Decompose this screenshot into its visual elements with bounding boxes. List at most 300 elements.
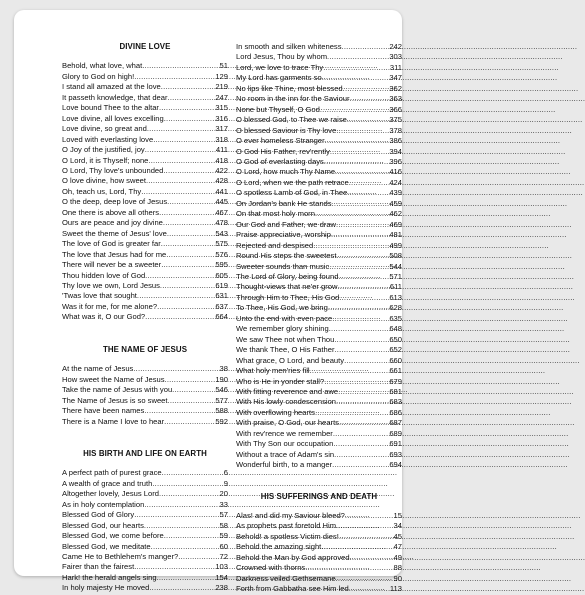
entry-page-number: 652 xyxy=(389,345,402,355)
dot-leader xyxy=(320,105,389,115)
entry-page-number: 628 xyxy=(389,303,402,313)
index-entry xyxy=(62,562,228,572)
entry-title: Sweeter sounds than music xyxy=(236,261,330,271)
dot-leader xyxy=(315,209,389,219)
dot-leader xyxy=(145,271,215,281)
dot-leader xyxy=(333,439,389,449)
entry-title: Glory to God on high! xyxy=(62,71,135,81)
index-entry xyxy=(62,521,228,531)
index-entry xyxy=(62,187,228,197)
entry-page-number: 577 xyxy=(215,395,228,405)
dot-leader xyxy=(153,135,215,145)
entry-page-number: 57 xyxy=(219,510,228,520)
entry-page-number: 59 xyxy=(219,531,228,541)
entry-title: O spotless Lamb of God, in Thee xyxy=(236,188,348,198)
index-entry xyxy=(62,552,228,562)
entry-title: How sweet the Name of Jesus xyxy=(62,374,165,384)
entry-title: With rev'rence we remember xyxy=(236,428,333,438)
entry-list xyxy=(62,61,228,322)
index-entry xyxy=(62,114,228,124)
entry-page-number: 315 xyxy=(215,103,228,113)
entry-page-number: 683 xyxy=(389,397,402,407)
entry-title: In smooth and silken whiteness xyxy=(236,42,342,51)
entry-page-number: 595 xyxy=(215,260,228,270)
index-entry xyxy=(236,52,402,62)
index-entry xyxy=(236,157,402,167)
dot-leader xyxy=(350,553,394,563)
entry-page-number: 687 xyxy=(389,418,402,428)
dot-leader xyxy=(149,583,215,593)
entry-title: Without a trace of Adam's sin xyxy=(236,449,335,459)
section-divine-love xyxy=(62,42,228,323)
entry-page-number: 6 xyxy=(223,468,228,478)
entry-page-number: 481 xyxy=(389,230,402,240)
index-entry xyxy=(62,239,228,249)
entry-page-number: 611 xyxy=(389,282,402,292)
entry-page-number: 366 xyxy=(389,104,402,114)
entry-page-number: 681 xyxy=(389,386,402,396)
entry-title: With His lowly condescension xyxy=(236,397,337,407)
index-entry xyxy=(62,208,228,218)
dot-leader xyxy=(328,303,389,313)
index-entry xyxy=(236,94,402,104)
entry-page-number: 219 xyxy=(215,82,228,92)
dot-leader xyxy=(338,387,389,397)
entry-page-number: 693 xyxy=(389,449,402,459)
dot-leader xyxy=(345,511,394,521)
entry-title: Behold the Man by God approved xyxy=(236,552,350,562)
entry-title: Fairer than the fairest xyxy=(62,562,135,572)
entry-title: With Thy Son our occupation xyxy=(236,439,334,449)
dot-leader xyxy=(330,147,389,157)
entry-title: Alas! and did my Saviour bleed? xyxy=(236,511,345,521)
entry-title: With fitting reverence and awe xyxy=(236,386,339,396)
index-entry xyxy=(62,417,228,427)
entry-title: Behold! a spotless Victim dies! xyxy=(236,531,339,541)
entry-page-number: 311 xyxy=(389,62,402,72)
dot-leader xyxy=(163,166,215,176)
dot-leader xyxy=(162,468,224,478)
entry-title: O love divine, how sweet xyxy=(62,176,146,186)
dot-leader xyxy=(157,302,215,312)
entry-page-number: 428 xyxy=(215,176,228,186)
index-entry xyxy=(236,272,402,282)
entry-page-number: 459 xyxy=(389,198,402,208)
entry-page-number: 15 xyxy=(393,511,402,521)
index-entry xyxy=(62,291,228,301)
index-entry xyxy=(236,584,402,594)
entry-page-number: 154 xyxy=(215,572,228,582)
entry-page-number: 242 xyxy=(389,42,402,51)
entry-page-number: 467 xyxy=(215,207,228,217)
entry-title: O Lord, when we the path retrace xyxy=(236,177,349,187)
dot-leader xyxy=(336,397,389,407)
entry-title: We saw Thee not when Thou xyxy=(236,334,335,344)
entry-title: Blessed God, our hearts xyxy=(62,520,144,530)
index-entry xyxy=(236,324,402,334)
dot-leader xyxy=(168,396,216,406)
dot-leader xyxy=(325,136,390,146)
dot-leader xyxy=(148,156,215,166)
entry-page-number: 316 xyxy=(215,113,228,123)
dot-leader xyxy=(339,532,394,542)
dot-leader xyxy=(332,314,389,324)
entry-page-number: 416 xyxy=(389,167,402,177)
entry-title: The love that Jesus had for me xyxy=(62,249,167,259)
dot-leader xyxy=(167,229,215,239)
index-entry xyxy=(236,84,402,94)
entry-page-number: 418 xyxy=(215,155,228,165)
entry-page-number: 34 xyxy=(393,521,402,531)
entry-page-number: 190 xyxy=(215,374,228,384)
index-entry xyxy=(62,489,228,499)
entry-title: Wonderful birth, to a manger xyxy=(236,460,333,470)
index-entry xyxy=(62,166,228,176)
entry-title: O Lord, Thy love's unbounded xyxy=(62,165,164,175)
entry-title: Came He to Bethlehem's manger? xyxy=(62,552,179,562)
dot-leader xyxy=(327,52,389,62)
entry-title: Love divine, so great and xyxy=(62,124,147,134)
entry-title: 'Twas love that sought xyxy=(62,291,137,301)
entry-title: Unto the end with even pace xyxy=(236,313,333,323)
entry-page-number: 422 xyxy=(215,165,228,175)
entry-page-number: 650 xyxy=(389,334,402,344)
dot-leader xyxy=(331,230,389,240)
entry-page-number: 546 xyxy=(215,385,228,395)
entry-page-number: 445 xyxy=(215,197,228,207)
index-entry xyxy=(62,312,228,322)
dot-leader xyxy=(347,115,389,125)
index-entry xyxy=(236,178,402,188)
entry-title: Blessed God, we come before xyxy=(62,531,164,541)
entry-page-number: 38 xyxy=(219,364,228,374)
dot-leader xyxy=(332,460,389,470)
left-column xyxy=(62,42,228,594)
entry-page-number: 411 xyxy=(215,145,228,155)
entry-page-number: 631 xyxy=(215,291,228,301)
index-entry xyxy=(236,63,402,73)
index-entry xyxy=(236,366,402,376)
entry-title: On Jordan's bank He stands xyxy=(236,198,332,208)
entry-title: Darkness veiled Gethsemane xyxy=(236,573,336,583)
index-entry xyxy=(236,387,402,397)
dot-leader xyxy=(350,94,390,104)
entry-page-number: 635 xyxy=(389,313,402,323)
index-entry xyxy=(62,135,228,145)
section-sufferings-and-death xyxy=(236,492,402,595)
index-entry xyxy=(236,418,402,428)
dot-leader xyxy=(349,584,390,594)
entry-page-number: 478 xyxy=(215,218,228,228)
entry-title: Behold the amazing sight xyxy=(236,542,322,552)
entry-title: Love divine, all loves excelling xyxy=(62,113,164,123)
entry-page-number: 49 xyxy=(393,552,402,562)
index-entry xyxy=(62,82,228,92)
entry-page-number: 20 xyxy=(219,489,228,499)
entry-list xyxy=(62,468,228,593)
entry-title: We thank Thee, O His Father xyxy=(236,345,335,355)
index-entry xyxy=(62,72,228,82)
dot-leader xyxy=(142,61,219,71)
hymn-index-page xyxy=(14,10,402,594)
dot-leader xyxy=(146,176,215,186)
index-entry xyxy=(236,460,402,470)
entry-title: Love bound Thee to the altar xyxy=(62,103,159,113)
dot-leader xyxy=(163,218,215,228)
index-entry xyxy=(236,377,402,387)
entry-title: One there is above all others xyxy=(62,207,160,217)
dot-leader xyxy=(133,364,219,374)
dot-leader xyxy=(178,552,219,562)
index-entry xyxy=(236,450,402,460)
entry-title: O blessed Saviour is Thy love xyxy=(236,125,337,135)
entry-title: Behold, what love, what xyxy=(62,61,143,71)
entry-page-number: 58 xyxy=(219,520,228,530)
index-entry xyxy=(236,293,402,303)
entry-page-number: 469 xyxy=(389,219,402,229)
index-entry xyxy=(236,209,402,219)
index-entry xyxy=(236,542,402,552)
dot-leader xyxy=(147,124,215,134)
entry-page-number: 664 xyxy=(215,312,228,322)
index-entry xyxy=(62,281,228,291)
dot-leader xyxy=(322,73,390,83)
index-entry xyxy=(236,439,402,449)
entry-page-number: 47 xyxy=(393,542,402,552)
index-entry xyxy=(62,385,228,395)
entry-page-number: 544 xyxy=(389,261,402,271)
entry-title: On that most holy morn xyxy=(236,209,315,219)
index-entry xyxy=(62,510,228,520)
dot-leader xyxy=(134,72,215,82)
index-entry xyxy=(62,145,228,155)
entry-title: There is a Name I love to hear xyxy=(62,416,165,426)
entry-title: Blessed God, we meditate xyxy=(62,541,151,551)
index-entry xyxy=(236,115,402,125)
dot-leader xyxy=(339,293,389,303)
entry-list xyxy=(236,511,402,595)
entry-title: I stand all amazed at the love xyxy=(62,82,161,92)
entry-title: The Lord of Glory, being found xyxy=(236,271,339,281)
dot-leader xyxy=(160,281,215,291)
dot-leader xyxy=(324,157,390,167)
entry-page-number: 679 xyxy=(389,376,402,386)
index-entry xyxy=(236,574,402,584)
index-entry xyxy=(236,126,402,136)
dot-leader xyxy=(144,521,220,531)
entry-page-number: 238 xyxy=(215,583,228,593)
dot-leader xyxy=(159,489,220,499)
entry-title: The Name of Jesus is so sweet xyxy=(62,395,168,405)
index-entry xyxy=(236,563,402,573)
entry-page-number: 691 xyxy=(389,439,402,449)
index-entry xyxy=(236,73,402,83)
dot-leader xyxy=(334,345,389,355)
dot-leader xyxy=(332,199,390,209)
index-entry xyxy=(236,282,402,292)
dot-leader xyxy=(310,366,390,376)
index-entry xyxy=(62,103,228,113)
entry-page-number: 72 xyxy=(219,552,228,562)
dot-leader xyxy=(342,42,390,52)
index-entry xyxy=(62,218,228,228)
dot-leader xyxy=(336,521,394,531)
dot-leader xyxy=(338,272,389,282)
entry-title: No lips like Thine, most blessed xyxy=(236,83,343,93)
index-entry xyxy=(236,314,402,324)
entry-title: Was it for me, for me alone? xyxy=(62,301,158,311)
index-entry xyxy=(236,532,402,542)
entry-title: O blessed God, to Thee we raise xyxy=(236,115,347,125)
entry-page-number: 543 xyxy=(215,228,228,238)
entry-title: O Lord, it is Thyself; none xyxy=(62,155,149,165)
dot-leader xyxy=(166,250,215,260)
dot-leader xyxy=(161,82,216,92)
entry-page-number: 51 xyxy=(219,61,228,71)
entry-title: Loved with everlasting love xyxy=(62,134,154,144)
entry-list xyxy=(62,364,228,427)
dot-leader xyxy=(134,510,219,520)
entry-title: Blessed God of Glory xyxy=(62,510,135,520)
section-heading: HIS BIRTH AND LIFE ON EARTH xyxy=(83,448,207,458)
entry-page-number: 386 xyxy=(389,136,402,146)
entry-title: Through Him to Thee, His God xyxy=(236,292,340,302)
index-entry xyxy=(236,241,402,251)
index-entry xyxy=(236,303,402,313)
dot-leader xyxy=(347,188,389,198)
section-heading: DIVINE LOVE xyxy=(119,42,171,51)
entry-title: Oh, teach us, Lord, Thy xyxy=(62,186,142,196)
index-entry xyxy=(62,542,228,552)
section-heading: THE NAME OF JESUS xyxy=(102,344,188,354)
entry-title: Forth from Gabbatha see Him led xyxy=(236,584,349,594)
entry-page-number: 375 xyxy=(389,115,402,125)
entry-title: O Joy of the justified, joy xyxy=(62,145,145,155)
entry-page-number: 303 xyxy=(389,52,402,62)
entry-title: Lord, we love to trace Thy xyxy=(236,62,324,72)
index-entry xyxy=(62,479,228,489)
dot-leader xyxy=(144,500,219,510)
index-entry xyxy=(236,136,402,146)
index-entry xyxy=(236,105,402,115)
entry-title: A wealth of grace and truth xyxy=(62,478,153,488)
entry-title: O Lord, how much Thy Name xyxy=(236,167,336,177)
index-entry xyxy=(62,260,228,270)
entry-title: Ours are peace and joy divine xyxy=(62,218,163,228)
entry-title: We remember glory shining xyxy=(236,324,329,334)
entry-page-number: 90 xyxy=(393,573,402,583)
index-entry xyxy=(62,573,228,583)
entry-page-number: 45 xyxy=(393,531,402,541)
index-entry xyxy=(236,167,402,177)
entry-page-number: 694 xyxy=(389,460,402,470)
entry-page-number: 378 xyxy=(389,125,402,135)
index-entry xyxy=(62,364,228,374)
index-entry xyxy=(62,271,228,281)
entry-page-number: 462 xyxy=(389,209,402,219)
entry-title: It passeth knowledge, that dear xyxy=(62,92,168,102)
dot-leader xyxy=(321,542,393,552)
index-entry xyxy=(236,345,402,355)
entry-title: My Lord has garments so xyxy=(236,73,322,83)
entry-title: O ever homeless Stranger xyxy=(236,136,325,146)
entry-page-number: 113 xyxy=(389,584,402,594)
entry-title: Crowned with thorns xyxy=(236,563,306,573)
dot-leader xyxy=(336,220,389,230)
entry-title: Sweet the theme of Jesus' love xyxy=(62,228,167,238)
entry-page-number: 661 xyxy=(389,366,402,376)
entry-page-number: 637 xyxy=(215,301,228,311)
entry-title: Hark! the herald angels sing xyxy=(62,572,157,582)
index-entry xyxy=(236,251,402,261)
dot-leader xyxy=(344,356,389,366)
entry-title: No room in the inn for the Saviour xyxy=(236,94,350,104)
dot-leader xyxy=(324,377,389,387)
dot-leader xyxy=(164,417,215,427)
dot-leader xyxy=(338,282,390,292)
dot-leader xyxy=(336,126,389,136)
entry-page-number: 575 xyxy=(215,239,228,249)
index-entry xyxy=(236,511,402,521)
section-heading: HIS SUFFERINGS AND DEATH xyxy=(260,491,378,501)
index-entry xyxy=(236,42,402,52)
entry-page-number: 508 xyxy=(389,251,402,261)
entry-page-number: 88 xyxy=(393,563,402,573)
entry-title: To Thee, His God, we bring xyxy=(236,303,328,313)
dot-leader xyxy=(315,408,389,418)
entry-page-number: 648 xyxy=(389,324,402,334)
dot-leader xyxy=(343,84,390,94)
entry-page-number: 576 xyxy=(215,249,228,259)
index-entry xyxy=(236,356,402,366)
entry-title: The love of God is greater far xyxy=(62,239,161,249)
entry-page-number: 571 xyxy=(389,271,402,281)
dot-leader xyxy=(137,291,215,301)
index-entry xyxy=(62,176,228,186)
dot-leader xyxy=(329,324,390,334)
index-entry xyxy=(236,429,402,439)
index-entry xyxy=(62,302,228,312)
dot-leader xyxy=(329,262,389,272)
dot-leader xyxy=(145,145,216,155)
dot-leader xyxy=(167,197,215,207)
dot-leader xyxy=(168,93,216,103)
index-entry xyxy=(62,124,228,134)
index-entry xyxy=(62,406,228,416)
entry-list xyxy=(236,42,402,471)
index-entry xyxy=(62,61,228,71)
index-entry xyxy=(62,229,228,239)
index-entry xyxy=(236,220,402,230)
dot-leader xyxy=(333,429,390,439)
index-entry xyxy=(236,230,402,240)
dot-leader xyxy=(336,251,389,261)
entry-page-number: 439 xyxy=(389,188,402,198)
dot-leader xyxy=(134,562,215,572)
entry-page-number: 396 xyxy=(389,156,402,166)
index-entry xyxy=(236,262,402,272)
section-name-of-jesus xyxy=(62,345,228,427)
entry-page-number: 605 xyxy=(215,270,228,280)
entry-page-number: 441 xyxy=(215,186,228,196)
index-entry xyxy=(236,199,402,209)
entry-page-number: 588 xyxy=(215,406,228,416)
entry-title: In holy majesty He moved xyxy=(62,583,150,593)
entry-page-number: 394 xyxy=(389,146,402,156)
dot-leader xyxy=(145,312,215,322)
index-entry xyxy=(62,375,228,385)
dot-leader xyxy=(159,208,215,218)
